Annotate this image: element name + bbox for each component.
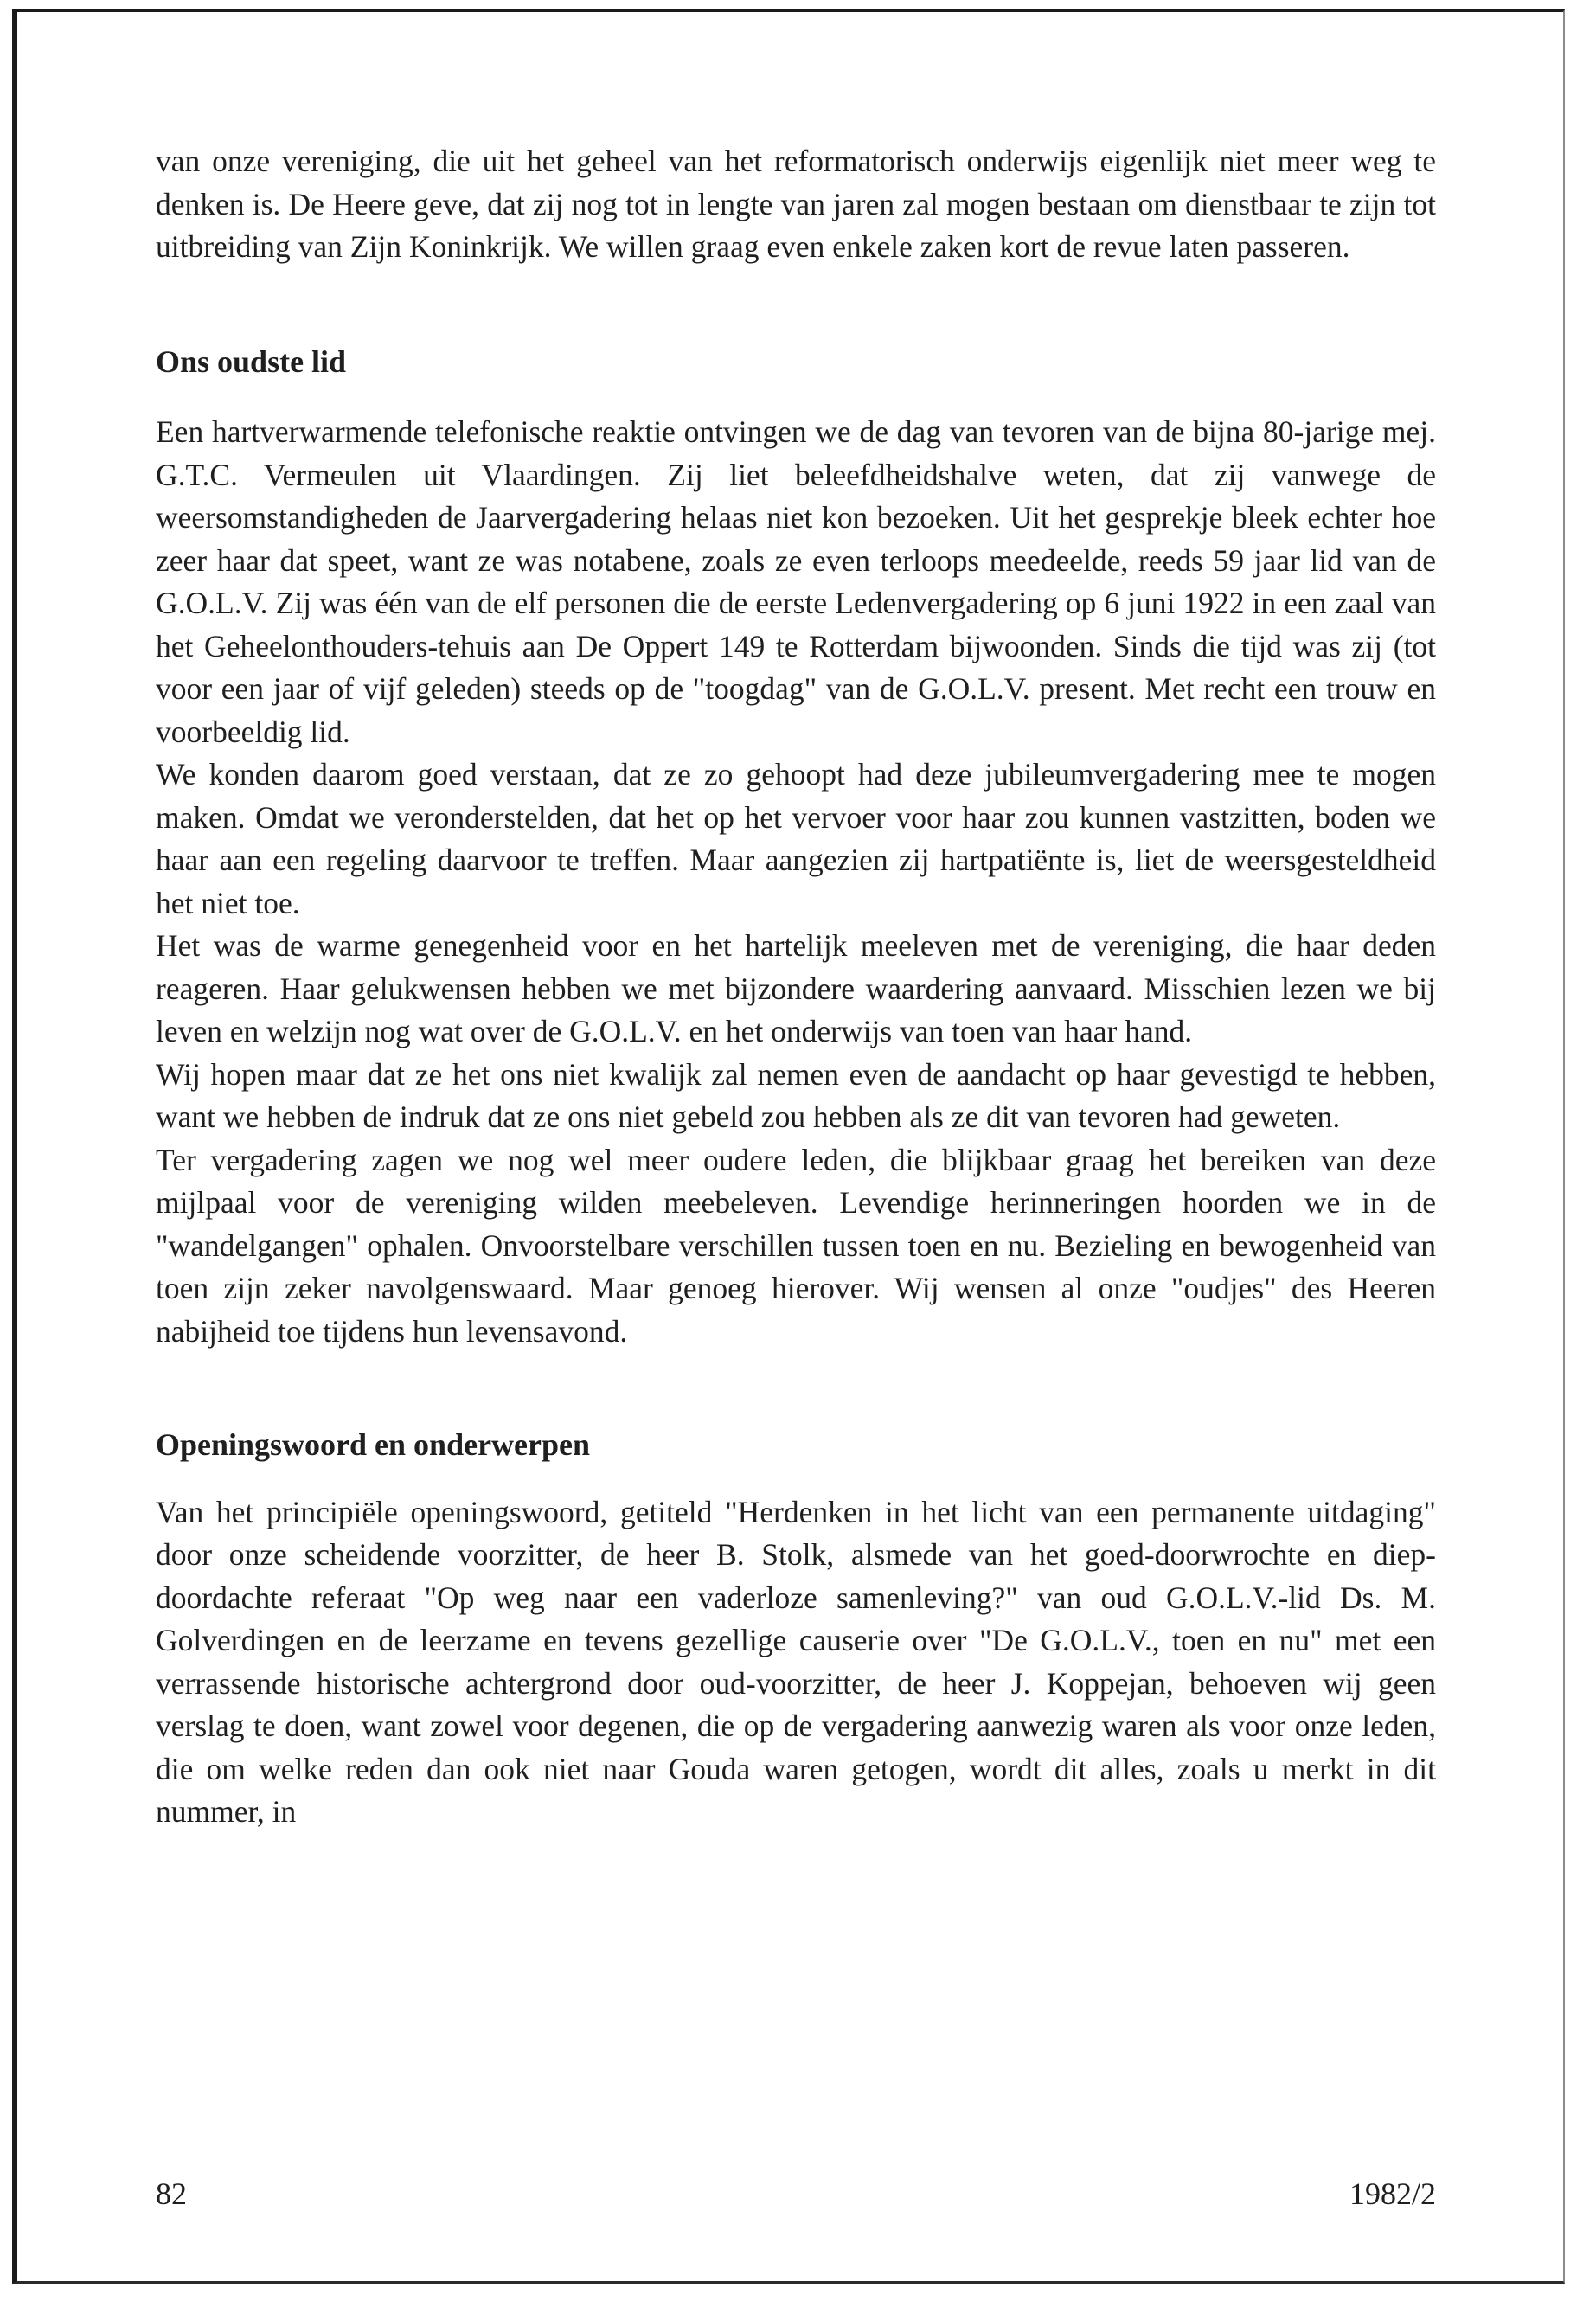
intro-paragraph: van onze vereniging, die uit het geheel van het reformatorisch onderwijs eigenlijk niet meer weg te denken is. De Heere geve, dat zij nog tot in lengte van jaren zal mogen bestaan om dienstbaar te zijn tot uitbreiding van Zijn Koninkrijk. We willen graag even enkele zaken kort de revue laten passeren. [156, 144, 1436, 264]
paragraph: Van het principiële openingswoord, getiteld "Herdenken in het licht van een permanente uitdaging" door onze scheidende voorzitter, de heer B. Stolk, alsmede van het goed-doorwrochte en diep-doordachte referaat "Op weg naar een vaderloze samenleving?" van oud G.O.L.V.-lid Ds. M. Golverdingen en de leerzame en tevens gezellige causerie over "De G.O.L.V., toen en nu" met een verrassende historische achtergrond door oud-voorzitter, de heer J. Koppejan, behoeven wij geen verslag te doen, want zowel voor degenen, die op de vergadering aanwezig waren als voor onze leden, die om welke reden dan ook niet naar Gouda waren getogen, wordt dit alles, zoals u merkt in dit nummer, in [156, 1494, 1436, 1829]
paragraph: Wij hopen maar dat ze het ons niet kwalijk zal nemen even de aandacht op haar gevestigd te hebben, want we hebben de indruk dat ze ons niet gebeld zou hebben als ze dit van tevoren had geweten. [156, 1056, 1436, 1134]
paragraph: Het was de warme genegenheid voor en het hartelijk meeleven met de vereniging, die haar deden reageren. Haar gelukwensen hebben we met bijzondere waardering aanvaard. Misschien lezen we bij leven en welzijn nog wat over de G.O.L.V. en het onderwijs van toen van haar hand. [156, 928, 1436, 1048]
article-body [156, 140, 1436, 1834]
paragraph: We konden daarom goed verstaan, dat ze zo gehoopt had deze jubileumvergadering mee te mogen maken. Omdat we veronderstelden, dat het op het vervoer voor haar zou kunnen vastzitten, boden we haar aan een regeling daarvoor te treffen. Maar aangezien zij hartpatiënte is, liet de weersgesteldheid het niet toe. [156, 757, 1436, 920]
section-heading-oudste-lid: Ons oudste lid [156, 343, 347, 379]
paragraph: Ter vergadering zagen we nog wel meer oudere leden, die blijkbaar graag het bereiken van deze mijlpaal voor de vereniging wilden meebeleven. Levendige herinneringen hoorden we in de "wandelgangen" ophalen. Onvoorstelbare verschillen tussen toen en nu. Bezieling en bewogenheid van toen zijn zeker navolgenswaard. Maar genoeg hierover. Wij wensen al onze "oudjes" des Heeren nabijheid toe tijdens hun levensavond. [156, 1142, 1436, 1349]
paragraph: Een hartverwarmende telefonische reaktie ontvingen we de dag van tevoren van de bijna 80-jarige mej. G.T.C. Vermeulen uit Vlaardingen. Zij liet beleefdheidshalve weten, dat zij vanwege de weersomstandigheden de Jaarvergadering helaas niet kon bezoeken. Uit het gesprekje bleek echter hoe zeer haar dat speet, want ze was notabene, zoals ze even terloops meedeelde, reeds 59 jaar lid van de G.O.L.V. Zij was één van de elf personen die de eerste Ledenvergadering op 6 juni 1922 in een zaal van het Geheelonthouders-tehuis aan De Oppert 149 te Rotterdam bijwoonden. Sinds die tijd was zij (tot voor een jaar of vijf geleden) steeds op de "toogdag" van de G.O.L.V. present. Met recht een trouw en voorbeeldig lid. [156, 414, 1436, 749]
section-heading-openingswoord: Openingswoord en onderwerpen [156, 1427, 591, 1462]
issue-number: 1982/2 [1349, 2176, 1436, 2211]
page-number: 82 [156, 2176, 187, 2211]
